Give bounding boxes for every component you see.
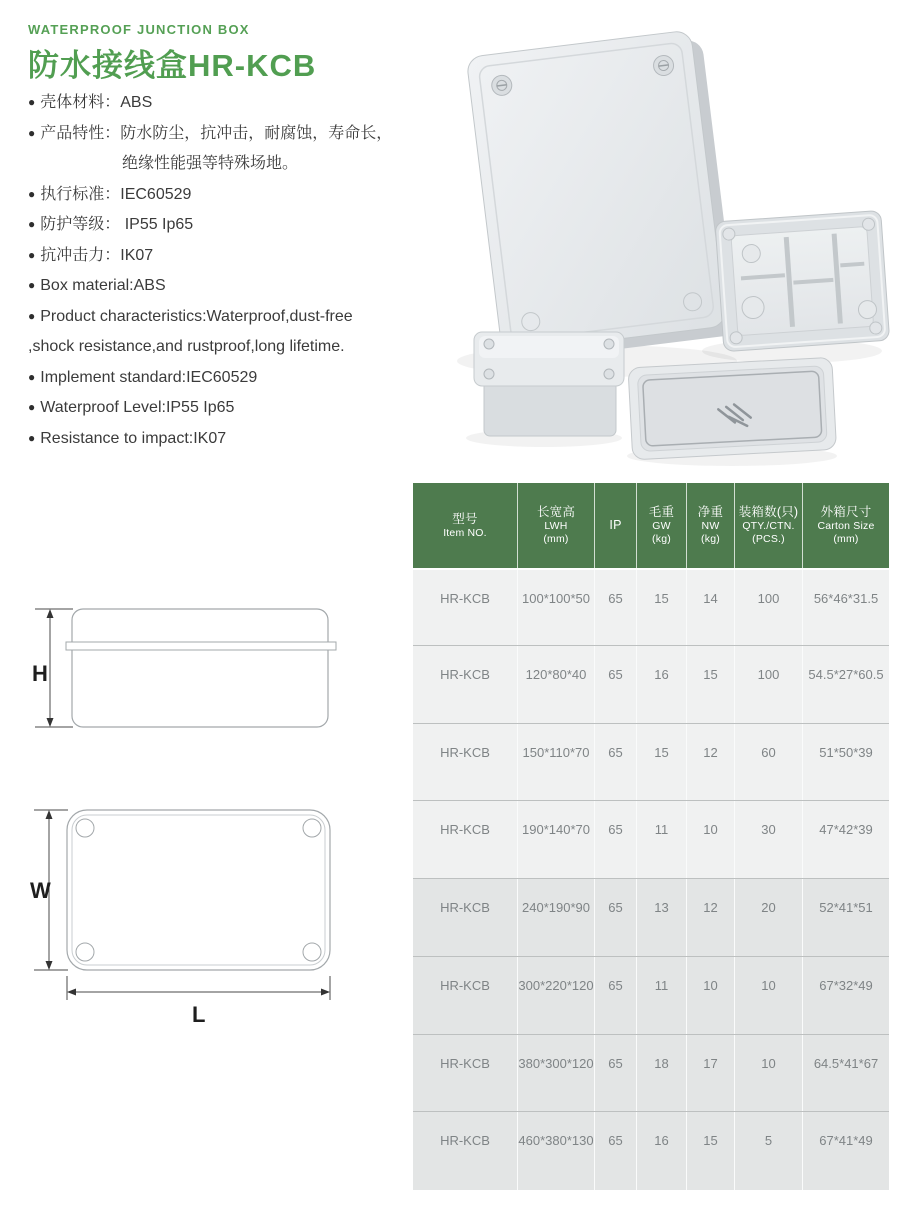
table-cell: 60 xyxy=(735,724,803,801)
spec-item xyxy=(28,241,438,272)
spec-text: Resistance to impact:IK07 xyxy=(40,429,227,447)
arrow-left-icon xyxy=(67,989,76,996)
table-cell: 150*110*70 xyxy=(518,724,595,801)
table-cell: 5 xyxy=(735,1112,803,1190)
table-cell: 12 xyxy=(687,879,735,956)
table-cell: 190*140*70 xyxy=(518,801,595,878)
bullet-icon: ● xyxy=(28,186,36,201)
page-title: 防水接线盒HR-KCB xyxy=(28,48,317,83)
table-header-cell xyxy=(687,483,735,568)
table-row xyxy=(413,957,889,1035)
table-header-cell xyxy=(735,483,803,568)
arrow-right-icon xyxy=(321,989,330,996)
header-line: 型号 xyxy=(452,511,478,526)
table-cell: 52*41*51 xyxy=(819,900,873,915)
screw-hole xyxy=(303,819,321,837)
table-header-cell xyxy=(518,483,595,568)
product-photo xyxy=(432,16,894,474)
header-line: GW xyxy=(652,520,671,532)
header-line: (kg) xyxy=(652,533,671,545)
table-cell: 460*380*130 xyxy=(518,1112,595,1190)
spec-text: Implement standard:IEC60529 xyxy=(40,368,258,386)
table-cell: 16 xyxy=(637,646,687,723)
dim-label-l: L xyxy=(192,1002,206,1027)
table-cell: 15 xyxy=(687,646,735,723)
table-cell: 120*80*40 xyxy=(518,646,595,723)
spec-text: 防护等级： IP55 Ip65 xyxy=(40,216,194,233)
bullet-icon: ● xyxy=(28,247,36,262)
table-cell: 10 xyxy=(735,1035,803,1112)
table-cell: 65 xyxy=(595,801,637,878)
table-cell: 65 xyxy=(595,1112,637,1190)
table-cell: 65 xyxy=(595,1035,637,1112)
screw-hole xyxy=(76,943,94,961)
table-cell: HR-KCB xyxy=(413,570,518,645)
table-cell: 13 xyxy=(637,879,687,956)
side-view-diagram xyxy=(24,596,369,756)
table-row xyxy=(413,1112,889,1190)
table-row xyxy=(413,568,889,646)
table-cell: 12 xyxy=(687,724,735,801)
table-cell: 11 xyxy=(637,957,687,1034)
header-line: (mm) xyxy=(543,533,569,545)
spec-item xyxy=(28,210,438,241)
screw-hole xyxy=(303,943,321,961)
table-cell: 14 xyxy=(687,570,735,645)
table-cell: 67*41*49 xyxy=(819,1133,873,1149)
table-cell: 65 xyxy=(595,879,637,956)
table-cell: 100*100*50 xyxy=(518,570,595,645)
screw-post xyxy=(869,322,882,335)
spec-item xyxy=(28,271,438,302)
header-line: 毛重 xyxy=(648,505,675,519)
table-header-cell xyxy=(637,483,687,568)
spec-list xyxy=(28,88,438,454)
spec-text: Waterproof Level:IP55 Ip65 xyxy=(40,399,235,416)
table-header-cell xyxy=(595,483,637,568)
table-cell: 30 xyxy=(735,801,803,878)
screw-icon xyxy=(484,339,494,349)
table-body xyxy=(413,568,889,1190)
table-cell: HR-KCB xyxy=(413,1035,518,1112)
table-cell: 100 xyxy=(735,646,803,723)
header-line: 外箱尺寸 xyxy=(820,505,872,519)
page-header xyxy=(28,22,316,85)
table-cell: 65 xyxy=(595,570,637,645)
spec-text: 壳体材料：ABS xyxy=(40,94,153,111)
table-cell: 10 xyxy=(735,957,803,1034)
table-row xyxy=(413,646,889,724)
header-line: (kg) xyxy=(701,533,720,545)
table-cell: 56*46*31.5 xyxy=(813,591,879,606)
spec-table xyxy=(413,483,889,1190)
spec-text: Box material:ABS xyxy=(40,277,166,294)
table-cell: 10 xyxy=(687,957,735,1034)
spec-text: 抗冲击力：IK07 xyxy=(40,246,154,264)
bullet-icon: ● xyxy=(28,308,36,323)
table-cell: 16 xyxy=(637,1112,687,1190)
top-view-diagram xyxy=(24,788,369,1038)
table-row xyxy=(413,724,889,802)
table-cell: 17 xyxy=(687,1035,735,1112)
table-cell: 65 xyxy=(595,724,637,801)
arrow-down-icon xyxy=(46,961,53,970)
screw-post xyxy=(862,218,875,231)
header-line: (PCS.) xyxy=(752,533,785,545)
header-line: 净重 xyxy=(697,505,724,519)
bullet-icon: ● xyxy=(28,95,36,109)
spec-item xyxy=(28,180,438,211)
bullet-icon: ● xyxy=(28,400,36,414)
arrow-down-icon xyxy=(47,718,54,727)
header-line: (mm) xyxy=(833,533,859,545)
dim-label-w: W xyxy=(30,878,51,903)
lid-flange xyxy=(66,642,336,650)
table-cell: 64.5*41*67 xyxy=(813,1055,879,1071)
table-cell: 300*220*120 xyxy=(518,957,595,1034)
header-line: NW xyxy=(701,520,720,532)
screw-icon xyxy=(484,369,494,379)
table-row xyxy=(413,801,889,879)
table-cell: 20 xyxy=(735,879,803,956)
table-cell: 100 xyxy=(735,570,803,645)
open-box xyxy=(715,210,890,351)
spec-item xyxy=(28,393,438,424)
header-line: Carton Size xyxy=(817,520,875,532)
screw-icon xyxy=(604,339,614,349)
bullet-icon: ● xyxy=(28,278,36,292)
large-closed-box xyxy=(466,29,738,363)
table-cell: 15 xyxy=(637,570,687,645)
table-cell: HR-KCB xyxy=(413,879,518,956)
table-cell: 380*300*120 xyxy=(518,1035,595,1112)
screw-icon xyxy=(604,369,614,379)
spec-text-wrap: 绝缘性能强等特殊场地。 xyxy=(122,155,299,172)
table-cell: HR-KCB xyxy=(413,646,518,723)
bullet-icon: ● xyxy=(28,217,36,231)
spec-text: 执行标准：IEC60529 xyxy=(40,185,192,203)
table-row xyxy=(413,1035,889,1113)
header-line: QTY./CTN. xyxy=(742,520,795,532)
table-header-cell xyxy=(413,483,518,568)
spec-text: Product characteristics:Waterproof,dust-free xyxy=(40,307,353,325)
header-line: 装箱数(只) xyxy=(738,505,799,519)
arrow-up-icon xyxy=(47,609,54,618)
spec-item xyxy=(28,424,438,455)
box-outline xyxy=(72,609,328,727)
spec-text-wrap: ,shock resistance,and rustproof,long lifetime. xyxy=(28,338,345,355)
spec-item xyxy=(28,119,438,180)
header-line: IP xyxy=(609,518,622,532)
table-header-row xyxy=(413,483,889,568)
table-cell: 15 xyxy=(637,724,687,801)
spec-item xyxy=(28,88,438,119)
table-cell: HR-KCB xyxy=(413,1112,518,1190)
table-header-cell xyxy=(803,483,889,568)
header-line: 长宽高 xyxy=(536,505,576,519)
bullet-icon: ● xyxy=(28,125,36,140)
table-cell: 18 xyxy=(637,1035,687,1112)
table-cell: 240*190*90 xyxy=(518,879,595,956)
header-line: Item NO. xyxy=(443,526,487,539)
screw-post xyxy=(722,228,735,241)
table-cell: 54.5*27*60.5 xyxy=(808,666,884,682)
spec-text: 产品特性：防水防尘，抗冲击，耐腐蚀，寿命长， xyxy=(40,124,393,142)
table-cell: 11 xyxy=(637,801,687,878)
table-cell: 65 xyxy=(595,957,637,1034)
table-row xyxy=(413,879,889,957)
spec-item xyxy=(28,363,438,394)
spec-item xyxy=(28,302,438,363)
header-line: LWH xyxy=(544,520,568,532)
table-cell: 47*42*39 xyxy=(819,822,873,838)
eyebrow-title: WATERPROOF JUNCTION BOX xyxy=(28,22,250,37)
table-cell: HR-KCB xyxy=(413,724,518,801)
lid-tray xyxy=(628,357,837,460)
table-cell: 51*50*39 xyxy=(819,744,873,760)
screw-post xyxy=(730,331,743,344)
box-outline xyxy=(67,810,330,970)
table-cell: 15 xyxy=(687,1112,735,1190)
table-cell: HR-KCB xyxy=(413,957,518,1034)
small-closed-box xyxy=(474,332,624,436)
dim-label-h: H xyxy=(32,661,48,686)
table-cell: 10 xyxy=(687,801,735,878)
arrow-up-icon xyxy=(46,810,53,819)
screw-hole xyxy=(76,819,94,837)
table-cell: 65 xyxy=(595,646,637,723)
table-cell: HR-KCB xyxy=(413,801,518,878)
table-cell: 67*32*49 xyxy=(819,977,873,993)
bullet-icon: ● xyxy=(28,369,36,384)
bullet-icon: ● xyxy=(28,430,36,445)
